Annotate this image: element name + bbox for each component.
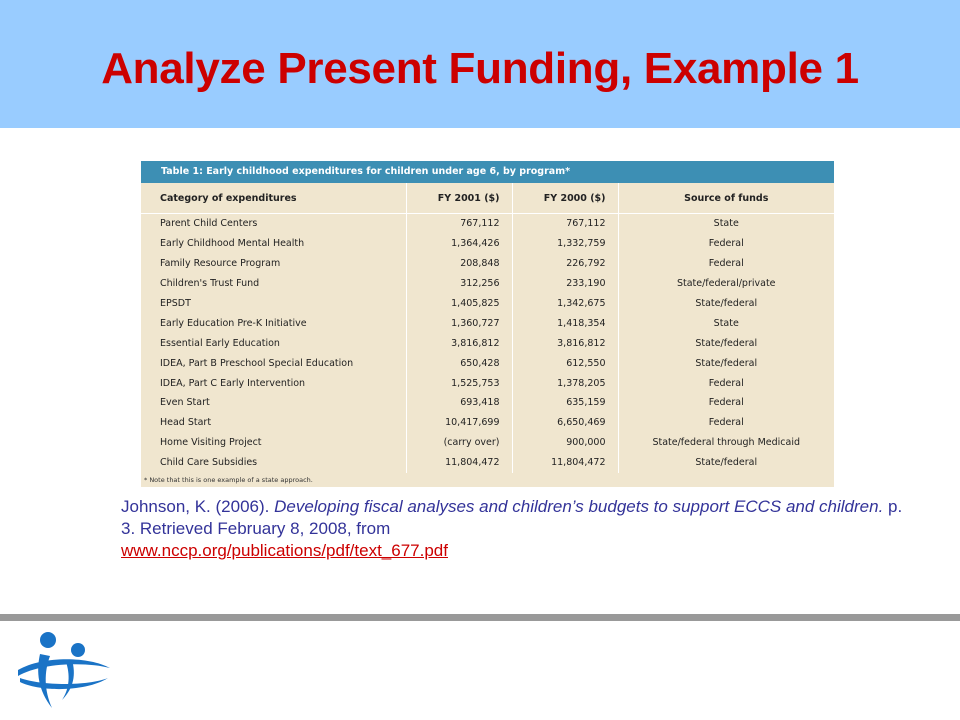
table-cell: 1,360,727 bbox=[406, 313, 512, 333]
table-cell: Parent Child Centers bbox=[160, 218, 258, 230]
table-cell: 1,342,675 bbox=[512, 294, 618, 314]
table-row bbox=[141, 313, 834, 333]
table-cell: 233,190 bbox=[512, 274, 618, 294]
table-cell: Federal bbox=[618, 373, 834, 393]
column-header: FY 2000 ($) bbox=[512, 183, 618, 214]
table-cell: Child Care Subsidies bbox=[160, 457, 258, 469]
table-cell: State bbox=[618, 313, 834, 333]
table-header-row bbox=[141, 183, 834, 214]
table-row bbox=[141, 373, 834, 393]
citation-link[interactable]: www.nccp.org/publications/pdf/text_677.pdf bbox=[121, 541, 448, 560]
table-cell: 900,000 bbox=[512, 433, 618, 453]
table-cell: (carry over) bbox=[406, 433, 512, 453]
table-row bbox=[141, 413, 834, 433]
table-cell: Essential Early Education bbox=[160, 337, 280, 349]
expenditure-table-figure bbox=[141, 161, 834, 487]
citation-title: Developing fiscal analyses and children’s budgets to support ECCS and children. bbox=[274, 497, 884, 516]
table-cell: Early Childhood Mental Health bbox=[160, 238, 305, 250]
table-row bbox=[141, 433, 834, 453]
expenditure-table bbox=[141, 183, 834, 473]
table-cell: IDEA, Part B Preschool Special Education bbox=[160, 357, 354, 369]
footer-divider bbox=[0, 614, 960, 621]
table-cell: 1,364,426 bbox=[406, 234, 512, 254]
table-cell: 208,848 bbox=[406, 254, 512, 274]
table-row bbox=[141, 274, 834, 294]
table-cell: 312,256 bbox=[406, 274, 512, 294]
table-row bbox=[141, 353, 834, 373]
table-cell: 11,804,472 bbox=[406, 453, 512, 473]
table-cell: 635,159 bbox=[512, 393, 618, 413]
table-cell: Early Education Pre-K Initiative bbox=[160, 317, 307, 329]
table-cell: 1,405,825 bbox=[406, 294, 512, 314]
table-cell: 1,525,753 bbox=[406, 373, 512, 393]
table-cell: State/federal bbox=[618, 294, 834, 314]
people-globe-logo-icon bbox=[14, 628, 114, 712]
column-header: Source of funds bbox=[618, 183, 834, 214]
table-cell: 10,417,699 bbox=[406, 413, 512, 433]
table-row bbox=[141, 393, 834, 413]
table-caption: Table 1: Early childhood expenditures for children under age 6, by program* bbox=[141, 161, 834, 183]
table-cell: 3,816,812 bbox=[406, 333, 512, 353]
table-cell: 1,332,759 bbox=[512, 234, 618, 254]
table-cell: 11,804,472 bbox=[512, 453, 618, 473]
table-cell: 767,112 bbox=[512, 214, 618, 234]
table-cell: Federal bbox=[618, 413, 834, 433]
table-cell: 6,650,469 bbox=[512, 413, 618, 433]
table-cell: IDEA, Part C Early Intervention bbox=[160, 377, 306, 389]
table-cell: Federal bbox=[618, 254, 834, 274]
table-cell: State/federal through Medicaid bbox=[618, 433, 834, 453]
column-header: Category of expenditures bbox=[141, 183, 406, 214]
table-cell: Children's Trust Fund bbox=[160, 278, 260, 290]
table-cell: 612,550 bbox=[512, 353, 618, 373]
table-row bbox=[141, 254, 834, 274]
table-cell: 3,816,812 bbox=[512, 333, 618, 353]
table-cell: Family Resource Program bbox=[160, 258, 281, 270]
table-cell: State bbox=[618, 214, 834, 234]
table-cell: State/federal bbox=[618, 453, 834, 473]
table-row bbox=[141, 453, 834, 473]
table-cell: Even Start bbox=[160, 397, 210, 409]
citation-retrieved: p. 3. Retrieved February 8, 2008, from bbox=[121, 497, 903, 538]
table-cell: 767,112 bbox=[406, 214, 512, 234]
table-cell: 693,418 bbox=[406, 393, 512, 413]
table-row bbox=[141, 214, 834, 234]
column-header: FY 2001 ($) bbox=[406, 183, 512, 214]
table-cell: 1,378,205 bbox=[512, 373, 618, 393]
table-cell: Federal bbox=[618, 393, 834, 413]
table-cell: State/federal bbox=[618, 333, 834, 353]
table-cell: EPSDT bbox=[160, 298, 191, 309]
citation bbox=[121, 496, 911, 562]
table-cell: State/federal bbox=[618, 353, 834, 373]
table-row bbox=[141, 294, 834, 314]
table-row bbox=[141, 333, 834, 353]
slide-title: Analyze Present Funding, Example 1 bbox=[101, 44, 859, 93]
table-cell: 1,418,354 bbox=[512, 313, 618, 333]
table-cell: Head Start bbox=[160, 417, 212, 429]
table-cell: State/federal/private bbox=[618, 274, 834, 294]
table-row bbox=[141, 234, 834, 254]
table-cell: 226,792 bbox=[512, 254, 618, 274]
table-cell: Federal bbox=[618, 234, 834, 254]
table-footnote: * Note that this is one example of a state approach. bbox=[144, 476, 313, 484]
table-cell: 650,428 bbox=[406, 353, 512, 373]
citation-author: Johnson, K. (2006). bbox=[121, 497, 275, 516]
table-cell: Home Visiting Project bbox=[160, 437, 262, 449]
